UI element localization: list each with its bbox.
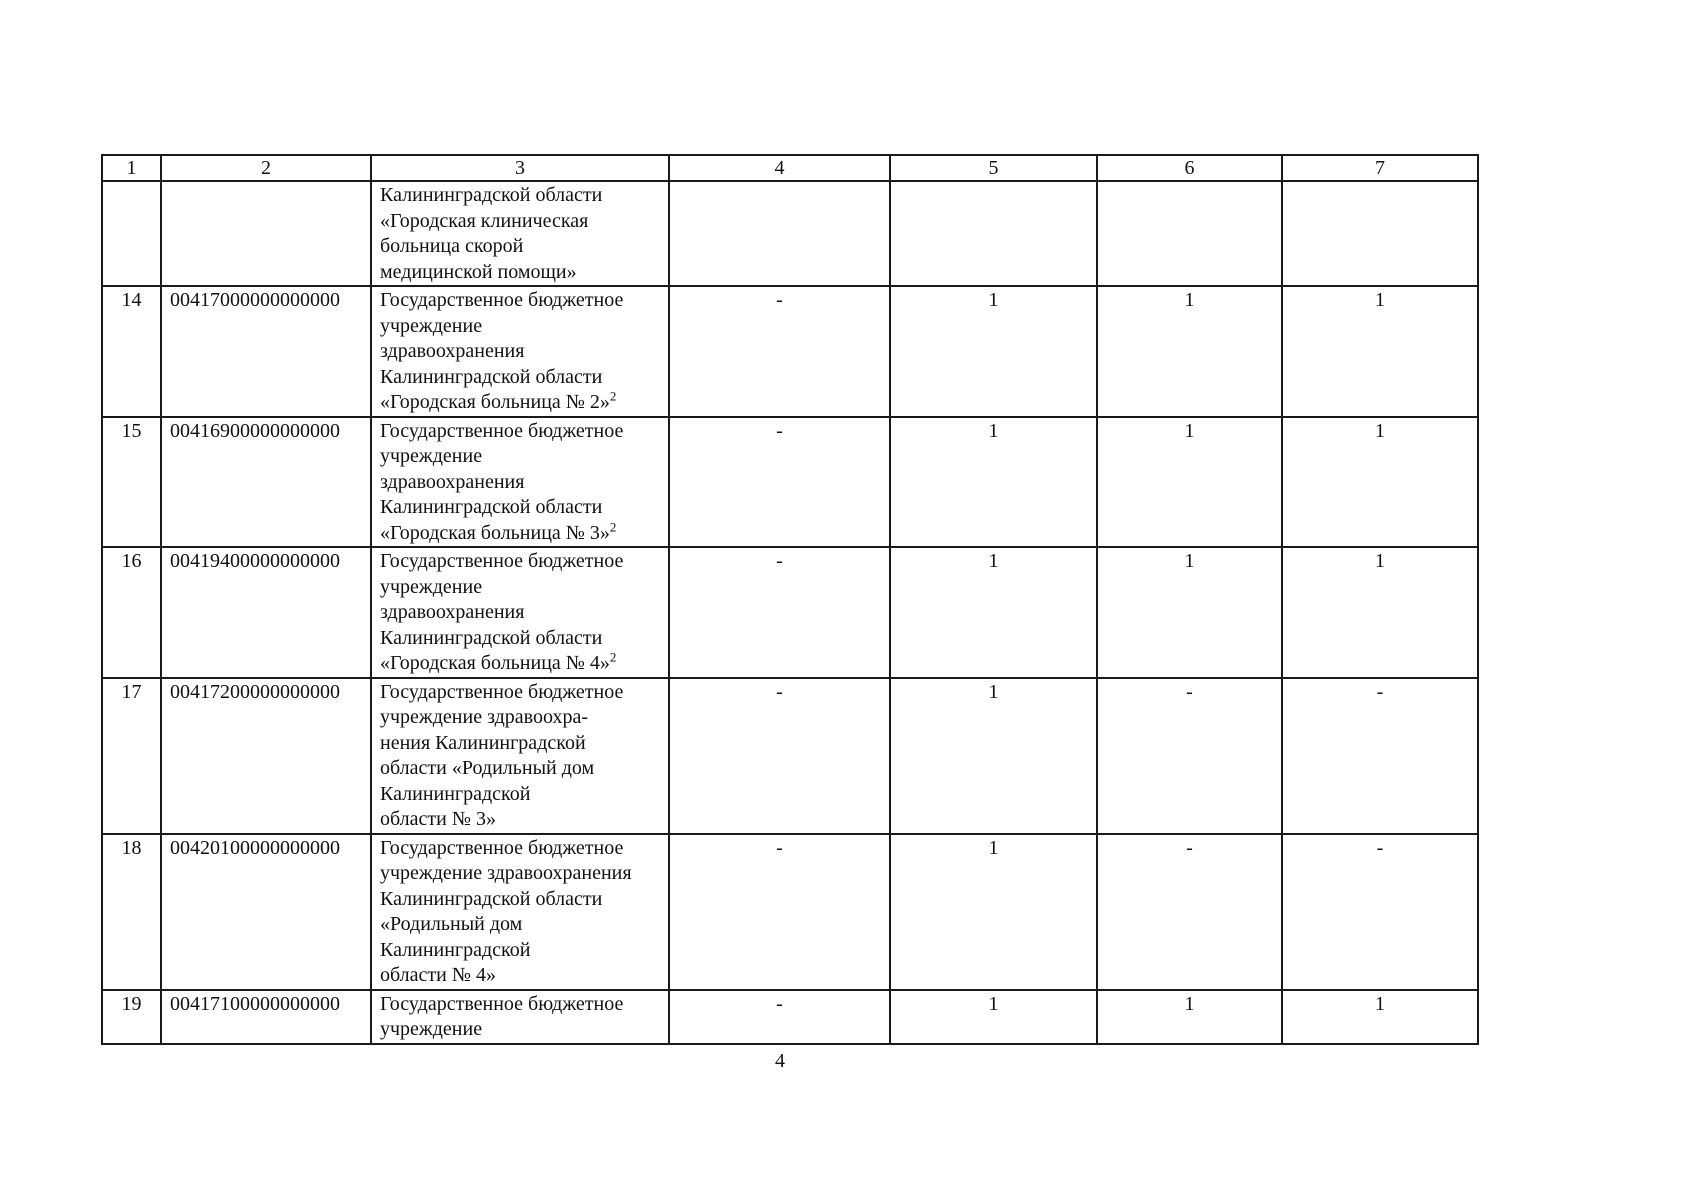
registry-code-cell: 00419400000000000 — [161, 547, 371, 678]
col6-cell: - — [1097, 834, 1282, 990]
header-row — [102, 155, 1478, 181]
header-cell-2: 2 — [161, 155, 371, 181]
header-cell-4: 4 — [669, 155, 890, 181]
data-table — [101, 154, 1479, 1045]
footnote-marker: 2 — [609, 518, 617, 534]
organization-name-text: Государственное бюджетное учреждение здравоохранения Калининградской области «Городская больница № 4» — [380, 550, 624, 674]
registry-code-cell: 00420100000000000 — [161, 834, 371, 990]
organization-name-cell — [371, 990, 669, 1044]
col4-cell: - — [669, 547, 890, 678]
registry-code-cell: 00417200000000000 — [161, 678, 371, 834]
col6-cell — [1097, 181, 1282, 286]
organization-name-cell — [371, 834, 669, 990]
col7-cell: 1 — [1282, 547, 1478, 678]
table-row — [102, 417, 1478, 548]
row-number-cell: 16 — [102, 547, 161, 678]
row-number-cell — [102, 181, 161, 286]
row-number-cell: 17 — [102, 678, 161, 834]
col6-cell: - — [1097, 678, 1282, 834]
footnote-marker: 2 — [609, 649, 617, 665]
header-cell-5: 5 — [890, 155, 1097, 181]
organization-name-cell — [371, 417, 669, 548]
col7-cell: - — [1282, 678, 1478, 834]
table-row — [102, 834, 1478, 990]
organization-name-text: Государственное бюджетное учреждение здравоохра- нения Калининградской области «Родильный дом Калининградской области № 3» — [380, 680, 624, 830]
col4-cell: - — [669, 678, 890, 834]
table-row — [102, 547, 1478, 678]
col4-cell: - — [669, 417, 890, 548]
organization-name-text: Государственное бюджетное учреждение — [380, 992, 624, 1040]
registry-code-cell: 00417000000000000 — [161, 286, 371, 417]
organization-name-text: Государственное бюджетное учреждение здравоохранения Калининградской области «Городская больница № 2» — [380, 289, 624, 413]
col7-cell — [1282, 181, 1478, 286]
row-number-cell: 14 — [102, 286, 161, 417]
col4-cell: - — [669, 990, 890, 1044]
header-cell-3: 3 — [371, 155, 669, 181]
col7-cell: 1 — [1282, 417, 1478, 548]
page-number: 4 — [775, 1050, 785, 1072]
col6-cell: 1 — [1097, 547, 1282, 678]
header-cell-6: 6 — [1097, 155, 1282, 181]
col5-cell: 1 — [890, 834, 1097, 990]
col7-cell: 1 — [1282, 286, 1478, 417]
organization-name-cell — [371, 678, 669, 834]
col5-cell: 1 — [890, 547, 1097, 678]
organization-name-cell — [371, 286, 669, 417]
row-number-cell: 15 — [102, 417, 161, 548]
col5-cell: 1 — [890, 990, 1097, 1044]
col4-cell — [669, 181, 890, 286]
organization-name-text: Государственное бюджетное учреждение здравоохранения Калининградской области «Родильный дом Калининградской области № 4» — [380, 836, 632, 986]
table-row-continuation — [102, 181, 1478, 286]
organization-name-cell: Калининградской области «Городская клиническая больница скорой медицинской помощи» — [371, 181, 669, 286]
row-number-cell: 19 — [102, 990, 161, 1044]
col6-cell: 1 — [1097, 286, 1282, 417]
table-row — [102, 990, 1478, 1044]
registry-code-cell — [161, 181, 371, 286]
footnote-marker: 2 — [609, 388, 617, 404]
col6-cell: 1 — [1097, 990, 1282, 1044]
registry-code-cell: 00417100000000000 — [161, 990, 371, 1044]
col5-cell: 1 — [890, 678, 1097, 834]
table-row — [102, 678, 1478, 834]
col7-cell: - — [1282, 834, 1478, 990]
col7-cell: 1 — [1282, 990, 1478, 1044]
registry-code-cell: 00416900000000000 — [161, 417, 371, 548]
row-number-cell: 18 — [102, 834, 161, 990]
col4-cell: - — [669, 834, 890, 990]
organization-name-cell — [371, 547, 669, 678]
header-cell-7: 7 — [1282, 155, 1478, 181]
col5-cell: 1 — [890, 286, 1097, 417]
organization-name-text: Государственное бюджетное учреждение здравоохранения Калининградской области «Городская больница № 3» — [380, 419, 624, 544]
col4-cell: - — [669, 286, 890, 417]
table-row — [102, 286, 1478, 417]
header-cell-1: 1 — [102, 155, 161, 181]
col5-cell — [890, 181, 1097, 286]
col6-cell: 1 — [1097, 417, 1282, 548]
col5-cell: 1 — [890, 417, 1097, 548]
